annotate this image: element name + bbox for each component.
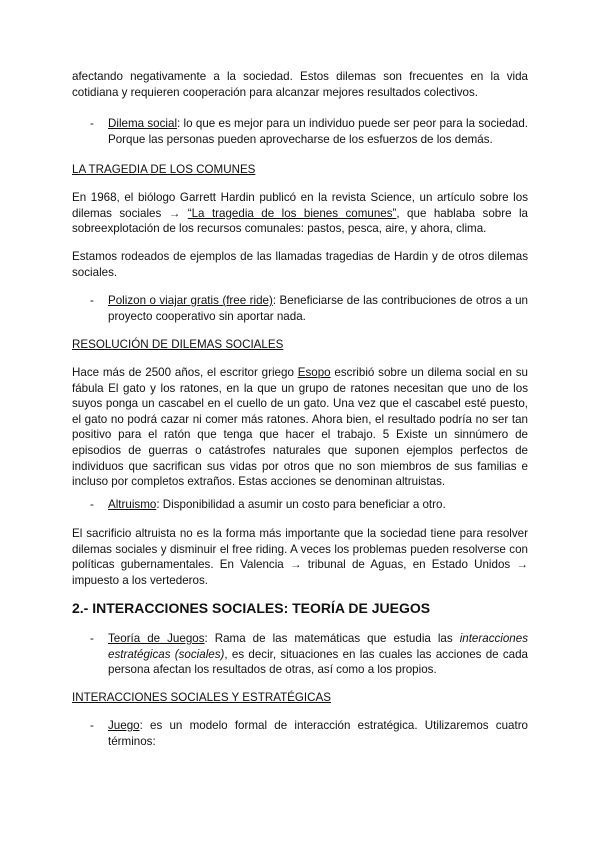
paragraph-sacrificio (72, 526, 528, 588)
italic-interacciones: interacciones estratégicas (sociales) (108, 632, 528, 661)
bullet-body (108, 293, 528, 324)
paragraph-esopo (72, 365, 528, 490)
bullet-text-rest: , es decir, situaciones en las cuales las acciones de cada persona afectan los resultados de otras, así como a los propios. (108, 647, 529, 677)
heading-tragedia-comunes: LA TRAGEDIA DE LOS COMUNES (72, 163, 256, 176)
bullet-dash: - (90, 719, 94, 732)
paragraph-ejemplos (72, 249, 528, 280)
heading-interacciones-estrategicas: INTERACCIONES SOCIALES Y ESTRATÉGICAS (72, 691, 331, 704)
paragraph-esopo-after: escribió sobre un dilema social en su fábula El gato y los ratones, en la que un grupo de ratones necesitan que uno de los suyos ponga un cascabel en el cuello de un gato. Una vez que el cascabel esté puesto, el gato no podrá cazar ni comer más ratones. Ahora bien, el resultado podría no ser tan positivo para el ratón que tenga que hacer el trabajo. 5 Existe un sinnúmero de episodios de guerras o catástrofes naturales que suponen ejemplos perfectos de individuos que sacrifican sus vidas por otros que no son miembros de sus familias e incluso por completos extraños. Estas acciones se denominan altruistas. (72, 366, 528, 489)
bullet-text: : Beneficiarse de las contribuciones de otros a un proyecto cooperativo sin aportar nada. (108, 294, 528, 323)
bullet-body (108, 718, 528, 749)
term-free-ride: Polizon o viajar gratis (free ride) (108, 294, 273, 307)
paragraph-intro-text: afectando negativamente a la sociedad. Estos dilemas son frecuentes en la vida cotidiana y requieren cooperación para alcanzar mejores resultados colectivos. (72, 70, 528, 99)
bullet-dash: - (90, 632, 94, 645)
bullet-text: : lo que es mejor para un individuo puede ser peor para la sociedad. Porque las personas pueden aprovecharse de los esfuerzos de los demás. (108, 117, 528, 146)
bullet-dash: - (90, 294, 94, 307)
bullet-free-ride (90, 293, 528, 324)
heading-teoria-juegos-section: 2.- INTERACCIONES SOCIALES: TEORÍA DE JUEGOS (72, 600, 431, 616)
bullet-text: : Disponibilidad a asumir un costo para beneficiar a otro. (156, 498, 446, 511)
term-altruismo: Altruismo (108, 498, 157, 511)
paragraph-hardin (72, 190, 528, 237)
paragraph-esopo-before: Hace más de 2500 años, el escritor griego (72, 366, 298, 379)
bullet-text: : es un modelo formal de interacción estratégica. Utilizaremos cuatro términos: (108, 719, 528, 748)
term-teoria-juegos: Teoría de Juegos (108, 632, 205, 645)
bullet-body (108, 631, 528, 678)
paragraph-hardin-before: En 1968, el biólogo Garrett Hardin publicó en la revista Science, un artículo sobre los dilemas sociales → (72, 191, 528, 220)
bullet-body (108, 497, 528, 513)
bullet-dilema-social (90, 116, 528, 147)
term-dilema-social: Dilema social (108, 117, 178, 130)
bullet-altruismo (90, 497, 528, 513)
bullet-juego (90, 718, 528, 749)
bullet-dash: - (90, 117, 94, 130)
paragraph-hardin-after: , que hablaba sobre la sobreexplotación de los recursos comunales: pastos, pesca, aire, y ahora, clima. (72, 206, 528, 236)
heading-resolucion-dilemas: RESOLUCIÓN DE DILEMAS SOCIALES (72, 338, 284, 351)
paragraph-ejemplos-text: Estamos rodeados de ejemplos de las llamadas tragedias de Hardin y de otros dilemas sociales. (72, 250, 528, 279)
term-esopo: Esopo (297, 366, 331, 379)
term-juego: Juego (108, 719, 140, 732)
bullet-text: : Rama de las matemáticas que estudia las (204, 632, 460, 645)
bullet-teoria-juegos (90, 631, 528, 678)
bullet-body (108, 116, 528, 147)
paragraph-intro (72, 69, 528, 100)
article-title-link[interactable]: “La tragedia de los bienes comunes” (187, 206, 397, 220)
bullet-dash: - (90, 498, 94, 511)
paragraph-sacrificio-text: El sacrificio altruista no es la forma más importante que la sociedad tiene para resolver dilemas sociales y disminuir el free riding. A veces los problemas pueden resolverse con políticas gubernamentales. En Valencia → tribunal de Aguas, en Estado Unidos → impuesto a los vertederos. (72, 527, 528, 587)
